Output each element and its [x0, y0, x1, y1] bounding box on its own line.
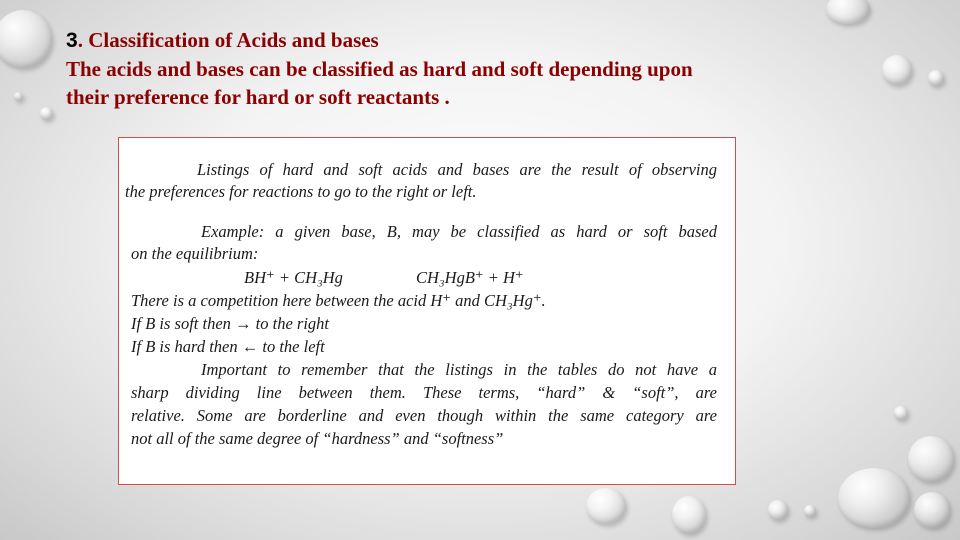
equation-left-side: BH⁺ + CH₃Hg: [244, 268, 343, 287]
water-drop-decoration: [908, 436, 954, 482]
water-drop-decoration: [914, 492, 950, 528]
equilibrium-equation: [131, 268, 717, 288]
slide-title: [66, 26, 926, 55]
water-drop-decoration: [826, 0, 870, 24]
excerpt-line: not all of the same degree of “hardness” and “softness”: [131, 429, 504, 448]
water-drop-decoration: [40, 107, 53, 120]
excerpt-line: sharp dividing line between them. These terms, “hard” & “soft”, are: [131, 383, 717, 402]
section-title: . Classification of Acids and bases: [77, 28, 379, 52]
water-drop-decoration: [586, 488, 626, 524]
excerpt-line: Example: a given base, B, may be classified as hard or soft based: [201, 222, 717, 241]
water-drop-decoration: [894, 406, 908, 420]
excerpt-line: on the equilibrium:: [131, 244, 259, 263]
excerpt-line: If B is soft then → to the right: [131, 314, 329, 333]
excerpt-line: relative. Some are borderline and even though within the same category are: [131, 406, 717, 425]
excerpt-line: Listings of hard and soft acids and bases are the result of observing: [197, 160, 717, 179]
section-number: 3: [66, 29, 78, 52]
water-drop-decoration: [672, 496, 706, 534]
water-drop-decoration: [838, 468, 910, 528]
water-drop-decoration: [768, 500, 788, 520]
excerpt-line: There is a competition here between the acid H⁺ and CH₃Hg⁺.: [131, 291, 546, 310]
slide-heading: [66, 26, 926, 111]
equation-right-side: CH₃HgB⁺ + H⁺: [416, 268, 524, 287]
slide-subtitle-line-1: The acids and bases can be classified as hard and soft depending upon: [66, 57, 693, 81]
textbook-excerpt-box: [118, 137, 736, 485]
water-drop-decoration: [14, 92, 23, 101]
excerpt-line: If B is hard then ← to the left: [131, 337, 325, 356]
water-drop-decoration: [0, 10, 52, 68]
slide-subtitle-line-2: their preference for hard or soft reactants .: [66, 85, 450, 109]
excerpt-line: Important to remember that the listings in the tables do not have a: [201, 360, 717, 379]
water-drop-decoration: [804, 505, 816, 517]
excerpt-line: the preferences for reactions to go to the right or left.: [125, 182, 477, 201]
water-drop-decoration: [928, 70, 944, 86]
